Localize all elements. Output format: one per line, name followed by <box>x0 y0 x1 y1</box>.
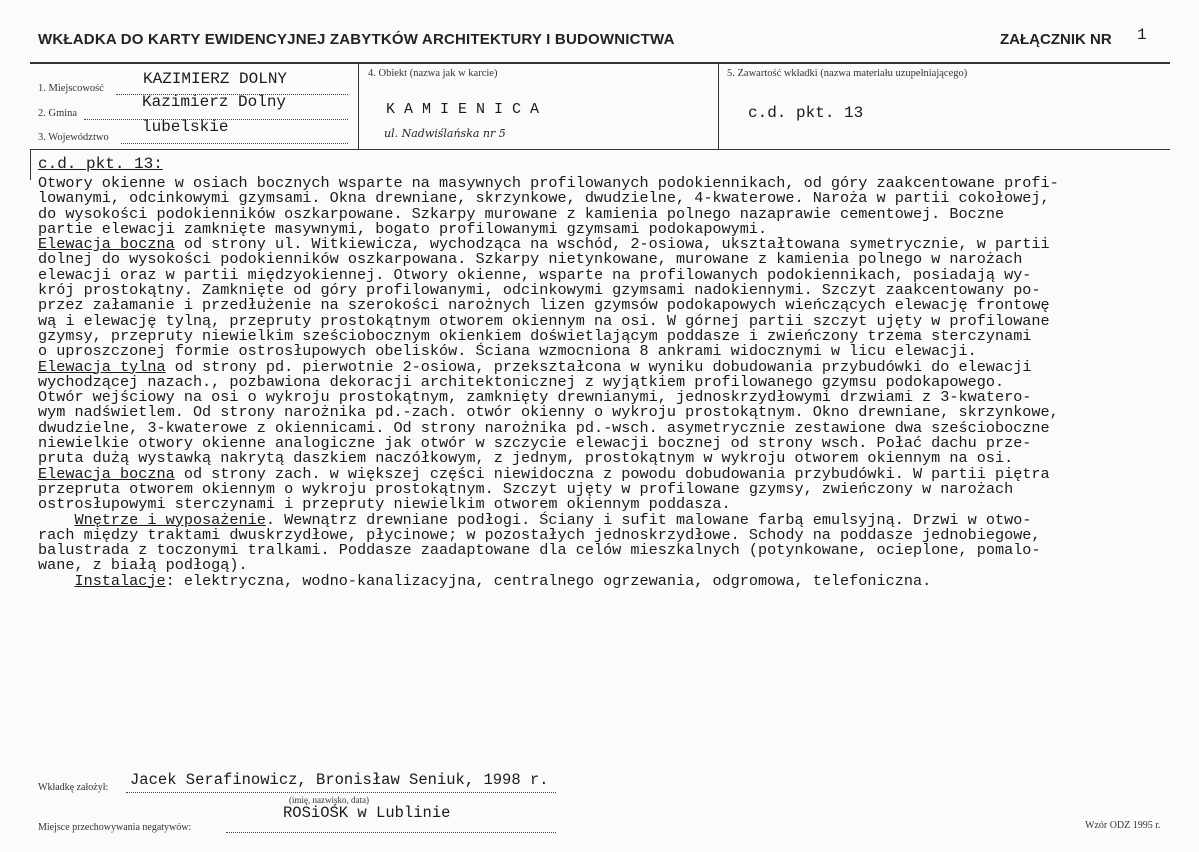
text-segment: krój prostokątny. Zamknięte od góry profilowanymi, odcinkowymi gzymsami nadokiennymi. Szczyt zaakcentowany po- <box>38 281 1041 300</box>
section-heading: Elewacja boczna <box>38 235 175 254</box>
text-segment: wychodzącej nazach., pozbawiona dekoracji architektonicznej z wyjątkiem profilowanego gzymsu podokapowego. <box>38 372 1005 391</box>
obiekt-address: ul. Nadwiślańska nr 5 <box>384 127 506 140</box>
text-segment: Otwór wejściowy na osi o wykroju prostokątnym, zamknięty drewnianymi, jednoskrzydłowymi drzwiami z 3-kwatero- <box>38 388 1032 407</box>
text-segment: przez załamanie i przedłużenie na szerokości narożnych lizen gzymsów podokapowych wieńczących elewację frontowę <box>38 296 1050 315</box>
continuation-heading: c.d. pkt. 13: <box>38 155 163 173</box>
description-text <box>38 176 1178 589</box>
zawartosc-label: 5. Zawartość wkładki (nazwa materiału uzupełniającego) <box>727 68 968 79</box>
text-segment: wą i elewację tylną, przepruty prostokątnym otworem okiennym na osi. W górnej partii szczyt ujęty w profilowane <box>38 311 1050 330</box>
text-segment: dolnej do wysokości podokienników oszkarpowana. Szkarpy nietynkowane, murowane z kamienia polnego w narożach <box>38 250 1023 269</box>
gmina-value: Kazimierz Dolny <box>142 93 287 111</box>
obiekt-value: K A M I E N I C A <box>386 101 540 118</box>
text-segment: wane, z białą podłogą). <box>38 556 248 575</box>
text-segment: rach między traktami dwuskrzydłowe, płycinowe; w pozostałych jednoskrzydłowe. Schody na poddasze jednobiegowe, <box>38 525 1041 544</box>
wojewodztwo-value: lubelskie <box>142 118 229 136</box>
miejscowosc-value: KAZIMIERZ DOLNY <box>143 70 288 88</box>
text-segment: niewielkie otwory okienne analogiczne jak otwór w szczycie elewacji bocznej od strony wsch. Połać dachu prze- <box>38 434 1032 453</box>
obiekt-label: 4. Obiekt (nazwa jak w karcie) <box>368 68 498 79</box>
negatywy-value: ROSiOŚK w Lublinie <box>283 804 451 822</box>
form-version: Wzór ODZ 1995 r. <box>1085 820 1161 831</box>
text-segment: o uproszczonej formie ostrosłupowych obelisków. Ściana wzmocniona 8 ankrami widocznymi w licu elewacji. <box>38 342 977 361</box>
text-segment <box>38 572 74 590</box>
attachment-number: 1 <box>1137 26 1147 44</box>
section-heading: Instalacje <box>74 571 166 590</box>
negatywy-label: Miejsce przechowywania negatywów: <box>38 822 192 833</box>
text-segment: Otwory okienne w osiach bocznych wsparte na masywnych profilowanych podokiennikach, od góry zaakcentowane profi- <box>38 174 1059 192</box>
text-segment: przepruta otworem okiennym o wykroju prostokątnym. Szczyt ujęty w profilowane gzymsy, zwieńczony w narożach <box>38 479 1014 498</box>
text-segment: dwudzielne, 3-kwaterowe z okiennicami. Od strony narożnika pd.-wsch. asymetrycznie zestawione dwa sześcioboczne <box>38 418 1050 437</box>
text-segment: partie elewacji zamknięte masywnymi, bogato profilowanymi gzymsami podokapowymi. <box>38 219 768 238</box>
gmina-label: 2. Gmina <box>38 108 78 119</box>
section-heading: Elewacja boczna <box>38 464 175 483</box>
text-line <box>38 571 1178 590</box>
zalozyl-value: Jacek Serafinowicz, Bronisław Seniuk, 1998 r. <box>130 771 549 789</box>
sheet-title: WKŁADKA DO KARTY EWIDENCYJNEJ ZABYTKÓW ARCHITEKTURY I BUDOWNICTWA <box>38 31 675 48</box>
text-segment: . Wewnątrz drewniane podłogi. Ściany i sufit malowane farbą emulsyjną. Drzwi w otwo- <box>265 510 1032 529</box>
text-segment: pruta dużą wystawką nakrytą daszkiem naczółkowym, z jednym, prostokątnym w wykroju otworem okiennym na osi. <box>38 449 1014 468</box>
text-segment: elewacji oraz w partii międzyokiennej. Otwory okienne, wsparte na profilowanych podokiennikach, posiadają wy- <box>38 265 1032 284</box>
header-top-line <box>30 62 1170 64</box>
zawartosc-value: c.d. pkt. 13 <box>748 104 864 122</box>
zalozyl-label: Wkładkę założył: <box>38 782 109 793</box>
text-segment: lowanymi, odcinkowymi gzymsami. Okna drewniane, skrzynkowe, dwudzielne, 4-kwaterowe. Naroża w partii cokołowej, <box>38 189 1050 208</box>
text-segment: balustrada z toczonymi tralkami. Poddasze zaadaptowane dla celów mieszkalnych (potynkowane, ocieplone, pomalo- <box>38 541 1041 560</box>
column-divider-1 <box>358 63 359 150</box>
miejscowosc-label: 1. Miejscowość <box>38 83 104 94</box>
negatywy-dots <box>226 832 556 833</box>
section-heading: Wnętrze i wyposażenie <box>74 510 266 529</box>
text-segment: ostrosłupowymi sterczynami i przepruty niewielkim otworem okiennym poddasza. <box>38 495 731 514</box>
zalozyl-caption: (imię, nazwisko, data) <box>289 795 369 805</box>
wojewodztwo-label: 3. Województwo <box>38 132 109 143</box>
body-left-border <box>30 150 31 180</box>
text-segment: wym nadświetlem. Od strony narożnika pd.-zach. otwór okienny o wykroju prostokątnym. Okno drewniane, skrzynkowe, <box>38 403 1059 422</box>
attachment-label: ZAŁĄCZNIK NR <box>1000 31 1112 48</box>
text-segment: gzymsy, przepruty niewielkim sześciobocznym okienkiem doświetlającym poddasze i zwieńczony trzema sterczynami <box>38 326 1032 345</box>
zalozyl-dots <box>126 792 556 793</box>
text-segment: od strony pd. pierwotnie 2-osiowa, przekształcona w wyniku dobudowania przybudówki do elewacji <box>165 357 1032 376</box>
text-segment: od strony ul. Witkiewicza, wychodząca na wschód, 2-osiowa, ukształtowana symetrycznie, w partii <box>174 235 1050 254</box>
column-divider-2 <box>718 63 719 150</box>
header-bottom-line <box>30 149 1170 150</box>
text-segment: : elektryczna, wodno-kanalizacyjna, centralnego ogrzewania, odgromowa, telefoniczna. <box>165 571 932 590</box>
text-segment: do wysokości podokienników oszkarpowane. Szkarpy murowane z kamienia polnego nazaprawie cementowej. Boczne <box>38 204 1005 223</box>
wojewodztwo-dots <box>121 143 348 144</box>
text-segment: od strony zach. w większej części niewidoczna z powodu dobudowania przybudówki. W partii piętra <box>174 464 1050 483</box>
section-heading: Elewacja tylna <box>38 357 166 376</box>
